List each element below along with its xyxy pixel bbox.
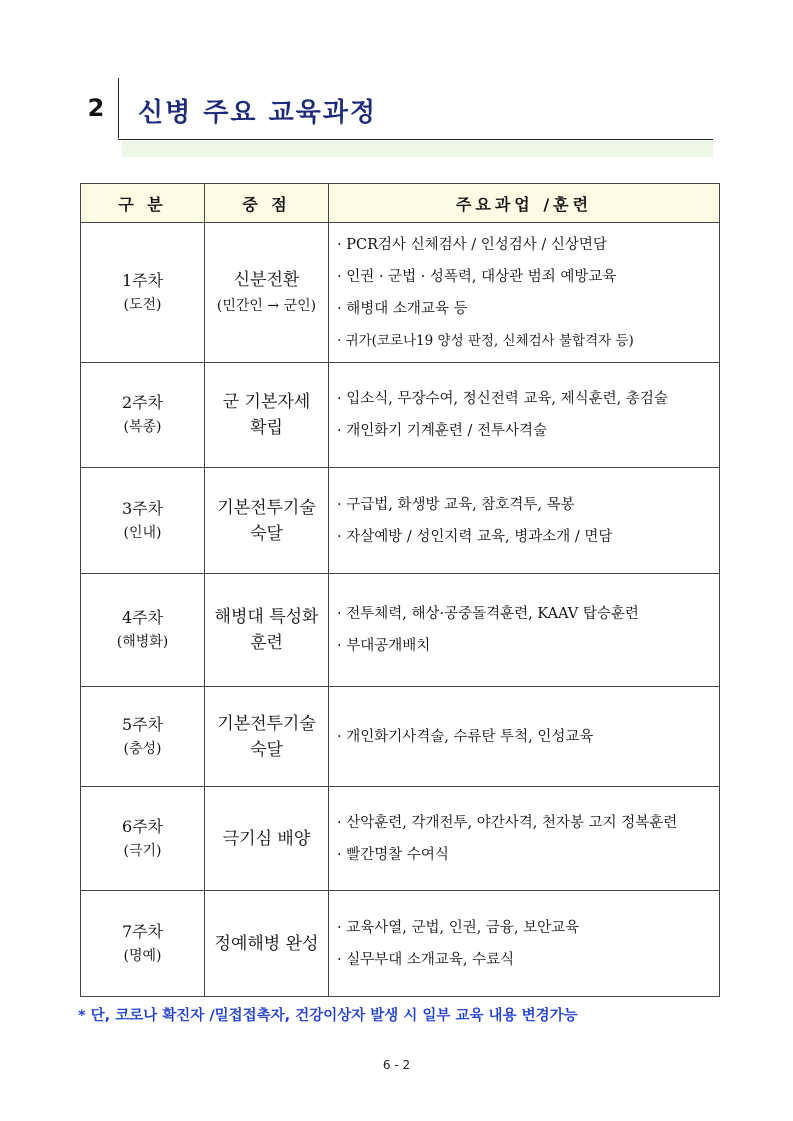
week-label: 1주차 [121,270,164,290]
task-item: · 실무부대 소개교육, 수료식 [337,951,515,968]
task-item: · 산악훈련, 각개전투, 야간사격, 천자봉 고지 정복훈련 [337,814,678,831]
focus-text: 확립 [250,418,283,438]
column-header-category: 구 분 [81,184,205,223]
focus-text: 숙달 [250,739,283,760]
task-item: · 부대공개배치 [337,638,431,654]
curriculum-table [80,183,720,997]
week-cell [81,574,205,687]
tasks-cell [329,468,720,574]
week-theme: (극기) [123,842,162,859]
focus-cell [205,687,329,787]
task-item: · 전투체력, 해상·공중돌격훈련, KAAV 탑승훈련 [337,606,639,622]
header-band [122,141,713,157]
focus-text: 기본전투기술 [217,713,316,734]
week-theme: (복종) [123,419,162,435]
week-label: 4주차 [121,608,164,627]
focus-text: 숙달 [250,523,283,544]
task-item: · 빨간명찰 수여식 [337,846,449,863]
task-item: · 개인화기 기계훈련 / 전투사격술 [337,423,548,439]
week-cell [81,468,205,574]
table-row [81,574,720,687]
focus-cell [205,468,329,574]
tasks-cell [329,787,720,891]
task-item: · 개인화기사격술, 수류탄 투척, 인성교육 [337,728,594,745]
tasks-cell [329,223,720,363]
focus-text: 훈련 [250,633,283,653]
task-item: · 교육사열, 군법, 인권, 금융, 보안교육 [337,919,580,936]
table-row [81,891,720,997]
week-cell [81,687,205,787]
week-cell [81,891,205,997]
week-theme: (충성) [123,740,162,757]
task-item: · PCR검사 신체검사 / 인성검사 / 신상면담 [337,236,607,253]
column-header-focus: 중 점 [205,184,329,223]
tasks-cell [329,363,720,468]
focus-cell [205,891,329,997]
table-row [81,468,720,574]
week-label: 3주차 [121,498,164,518]
week-theme: (도전) [123,296,162,313]
page-title: 신병 주요 교육과정 [138,98,378,128]
focus-text: 기본전투기술 [217,497,316,518]
task-item: · 구급법, 화생방 교육, 참호격투, 목봉 [337,496,575,513]
task-item: · 인권 · 군법 · 성폭력, 대상관 범죄 예방교육 [337,268,617,285]
focus-text: 해병대 특성화 [214,607,319,627]
footnote: * 단, 코로나 확진자 /밀접접촉자, 건강이상자 발생 시 일부 교육 내용 변경가능 [78,1008,578,1024]
week-theme: (명예) [123,947,162,964]
week-cell [81,787,205,891]
table-row [81,687,720,787]
focus-text: (민간인 → 군인) [216,297,317,314]
week-label: 5주차 [121,714,164,734]
tasks-cell [329,687,720,787]
table-row [81,223,720,363]
header-vertical-rule [118,78,119,138]
page-number: 6 - 2 [382,1058,411,1072]
focus-cell [205,363,329,468]
task-item: · 해병대 소개교육 등 [337,300,468,317]
column-header-tasks: 주요과업 /훈련 [329,184,720,223]
week-theme: (인내) [123,524,162,541]
header-underline [118,139,713,140]
focus-text: 정예해병 완성 [214,933,319,954]
task-item: · 입소식, 무장수여, 정신전력 교육, 제식훈련, 총검술 [337,391,668,407]
week-theme: (해병화) [116,634,169,650]
table-header-row [81,184,720,223]
section-number: 2 [87,94,105,122]
focus-text: 극기심 배양 [222,828,311,849]
tasks-cell [329,891,720,997]
task-item: · 귀가(코로나19 양성 판정, 신체검사 불합격자 등) [337,332,634,349]
task-item: · 자살예방 / 성인지력 교육, 병과소개 / 면담 [337,528,613,545]
week-label: 7주차 [121,921,164,941]
week-label: 6주차 [121,816,164,836]
table-row [81,787,720,891]
focus-cell [205,223,329,363]
focus-text: 군 기본자세 [222,392,311,412]
tasks-cell [329,574,720,687]
focus-text: 신분전환 [233,269,300,290]
focus-cell [205,574,329,687]
week-cell [81,363,205,468]
week-cell [81,223,205,363]
table-row [81,363,720,468]
week-label: 2주차 [121,393,164,412]
focus-cell [205,787,329,891]
